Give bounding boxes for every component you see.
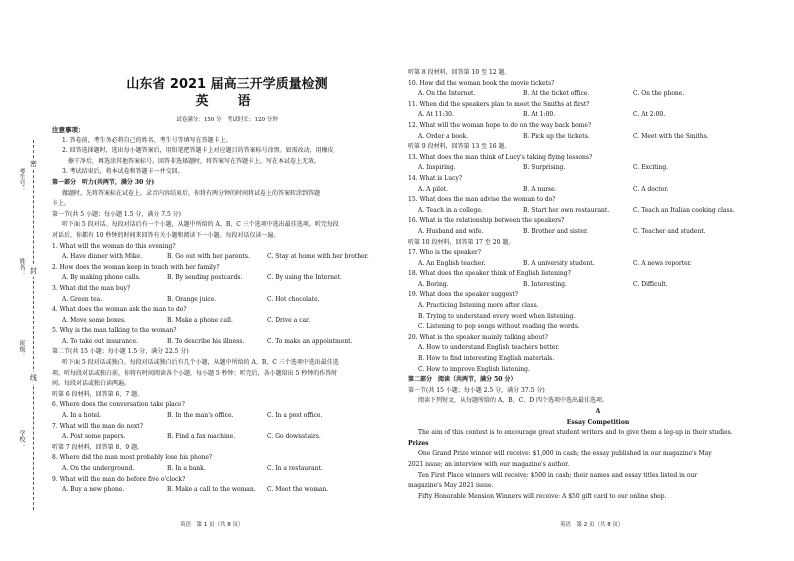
options bbox=[408, 185, 788, 196]
exam-title: 山东省 2021 届高三开学质量检测 bbox=[126, 77, 328, 92]
option: C. Stay at home with her brother. bbox=[267, 253, 369, 261]
option: B. By sending postcards. bbox=[167, 274, 243, 282]
exam-meta: 试卷满分：150 分 考试时长：120 分钟 bbox=[176, 117, 278, 123]
option: A. Green tea. bbox=[62, 295, 103, 303]
material-heading: 听第 6 段材料，回答第 6、7 题。 bbox=[52, 390, 144, 398]
option: B. Pick up the tickets. bbox=[523, 132, 590, 140]
option: B. Make a call to the woman. bbox=[167, 486, 256, 494]
option: B. A university student. bbox=[523, 259, 595, 267]
option: B. Interesting. bbox=[523, 280, 567, 288]
passage-letter: A bbox=[595, 408, 601, 415]
options bbox=[408, 110, 788, 121]
note-line: 1. 答卷前，考生务必将自己的姓名、考生号等填写在答题卡上。 bbox=[62, 136, 232, 144]
option: B. To describe his illness. bbox=[167, 337, 245, 345]
option: C. A news reporter. bbox=[633, 259, 692, 267]
material-heading: 听第 10 段材料，回答第 17 至 20 题。 bbox=[408, 238, 515, 246]
option: C. Meet the woman. bbox=[267, 486, 329, 494]
material-heading: 听第 8 段材料，回答第 10 至 12 题。 bbox=[408, 69, 511, 76]
option: B. Go out with her parents. bbox=[167, 253, 250, 261]
page-2-column bbox=[408, 68, 788, 502]
question: 9. What will the man do before five o'clock? bbox=[52, 475, 186, 483]
option: C. Teach an Italian cooking class. bbox=[633, 206, 735, 214]
option: A. At 11:30. bbox=[418, 111, 454, 119]
option: B. How to find interesting English materials. bbox=[418, 355, 555, 363]
option: C. In a restaurant. bbox=[267, 465, 323, 472]
option: A. Order a book. bbox=[418, 132, 469, 140]
passage-paragraph: Ten First Place winners will receive: $500 in cash; their names and essay titles listed in our bbox=[418, 471, 698, 479]
option: C. Exciting. bbox=[633, 164, 669, 172]
option: C. Difficult. bbox=[633, 280, 668, 288]
binding-mark-seal: 密 bbox=[30, 160, 37, 168]
options bbox=[408, 259, 788, 270]
options bbox=[52, 316, 402, 327]
binding-dashed-line bbox=[33, 140, 34, 510]
option: B. A nurse. bbox=[523, 185, 557, 193]
question-group-1-5 bbox=[52, 242, 402, 348]
option: C. Hot chocolate. bbox=[267, 295, 320, 303]
option: C. Go downstairs. bbox=[267, 433, 321, 441]
question: 7. What will the man do next? bbox=[52, 422, 143, 430]
section-1-heading: 第一节(共 5 小题；每小题 1.5 分，满分 7.5 分) bbox=[52, 210, 182, 218]
option: B. Trying to understand every word when listening. bbox=[418, 312, 576, 320]
options bbox=[408, 89, 788, 100]
option: C. At 2:00. bbox=[633, 111, 666, 119]
option: A. An English teacher. bbox=[418, 259, 486, 267]
page-1-column bbox=[52, 0, 402, 496]
section-2-heading: 第二节(共 15 小题；每小题 1.5 分，满分 22.5 分) bbox=[52, 348, 189, 356]
binding-mark-close: 封 bbox=[30, 267, 37, 275]
option: A. By making phone calls. bbox=[62, 274, 141, 282]
option: B. Brother and sister. bbox=[523, 227, 589, 235]
section-1-instruction: 听下面 5 段对话。每段对话后有一个小题，从题中所给的 A、B、C 三个选项中选出最佳选项。听完每段 bbox=[62, 221, 339, 229]
option: A. On the underground. bbox=[62, 465, 135, 472]
option: B. In the man's office. bbox=[167, 412, 234, 420]
option: A. To take out insurance. bbox=[62, 337, 138, 345]
option: A. Inspiring. bbox=[418, 164, 456, 172]
section-1-instruction: 对话后，你都有 10 秒钟的时间来回答有关小题和阅读下一小题。每段对话仅读一遍。 bbox=[52, 231, 280, 239]
options bbox=[52, 337, 402, 348]
question: 3. What did the man buy? bbox=[52, 284, 131, 292]
passage-paragraph: magazine's May 2021 issue. bbox=[408, 482, 494, 490]
option: B. Orange juice. bbox=[167, 295, 217, 303]
option: B. Make a phone call. bbox=[167, 316, 233, 324]
option: B. Find a fax machine. bbox=[167, 433, 236, 441]
question: 13. What does the man think of Lucy's taking flying lessons? bbox=[408, 153, 593, 161]
option: C. How to improve English listening. bbox=[418, 365, 530, 373]
passage-paragraph: 2021 issue; an interview with our magazine's author. bbox=[408, 460, 570, 468]
part-2-instruction: 阅读下列短文，从每题所给的 A、B、C、D 四个选项中选出最佳选项。 bbox=[418, 397, 608, 405]
options bbox=[52, 295, 402, 306]
binding-margin bbox=[0, 0, 48, 561]
question: 16. What is the relationship between the speakers? bbox=[408, 217, 565, 225]
options bbox=[52, 252, 402, 263]
question: 14. What is Lucy? bbox=[408, 174, 463, 182]
part-1-instruction: 做题时，先将答案标在试卷上。录音内容结束后，你将有两分钟的时间将试卷上的答案转涂到答题 bbox=[62, 189, 321, 197]
question: 17. Who is the speaker? bbox=[408, 249, 481, 257]
options bbox=[408, 206, 788, 217]
option: C. Drive a car. bbox=[267, 316, 311, 324]
option: C. To make an appointment. bbox=[267, 337, 353, 345]
binding-label-name: 姓名： bbox=[18, 258, 25, 276]
notes-heading: 注意事项： bbox=[52, 126, 85, 134]
question: 18. What does the speaker think of English listening? bbox=[408, 270, 571, 278]
question: 19. What does the speaker suggest? bbox=[408, 291, 518, 299]
option: A. How to understand English teachers better. bbox=[418, 344, 560, 352]
question: 4. What does the woman ask the man to do? bbox=[52, 306, 187, 314]
option: B. Surprising. bbox=[523, 164, 566, 172]
section-2-instruction: 项。听每段对话或独白前，你将有时间阅读各个小题，每小题 5 秒钟；听完后，各小题给出 5 秒钟的作答时 bbox=[52, 369, 338, 377]
option: A. Move some boxes. bbox=[62, 316, 126, 324]
page-1-footer: 英语 第 1 页（共 8 页） bbox=[180, 522, 244, 528]
option: C. Teacher and student. bbox=[633, 227, 706, 235]
question: 2. How does the woman keep in touch with her family? bbox=[52, 263, 220, 271]
options bbox=[408, 280, 788, 291]
passage-paragraph: Fifty Honorable Mension Winners will receive: A $50 gift card to our online shop. bbox=[418, 492, 667, 500]
material-heading: 听第 7 段材料，回答第 8、9 题。 bbox=[52, 443, 144, 451]
option: B. In a bank. bbox=[167, 465, 206, 472]
options bbox=[52, 411, 402, 422]
question: 8. Where did the man most probably lose his phone? bbox=[52, 454, 213, 462]
option: B. At 1:00. bbox=[523, 111, 556, 119]
option: A. Boring. bbox=[418, 280, 449, 288]
option: A. Teach in a college. bbox=[418, 206, 483, 214]
option: C. Listening to pop songs without reading the words. bbox=[418, 323, 580, 331]
binding-mark-line: 线 bbox=[30, 374, 37, 382]
question: 10. How did the woman book the movie tickets? bbox=[408, 79, 555, 87]
question: 1. What will the woman do this evening? bbox=[52, 242, 176, 250]
page-2-footer: 英语 第 2 页（共 8 页） bbox=[560, 522, 624, 528]
binding-label-school: 学校： bbox=[18, 430, 25, 448]
option: B. Start her own restaurant. bbox=[523, 206, 610, 214]
option: B. At the ticket office. bbox=[523, 90, 590, 98]
options bbox=[52, 432, 402, 443]
options bbox=[408, 132, 788, 143]
options bbox=[408, 227, 788, 238]
prizes-heading: Prizes bbox=[408, 439, 429, 447]
question: 20. What is the speaker mainly talking about? bbox=[408, 333, 548, 341]
option: A. In a hotel. bbox=[62, 412, 102, 420]
option: C. Meet with the Smiths. bbox=[633, 132, 709, 140]
note-line: 擦干净后，再选涂其他答案标号。回答非选择题时，将答案写在答题卡上，写在本试卷上无效。 bbox=[68, 157, 321, 165]
essay-title: Essay Competition bbox=[566, 418, 630, 426]
question: 11. When did the speakers plan to meet the Smiths at first? bbox=[408, 100, 590, 108]
question: 12. What will the woman hope to do on the way back home? bbox=[408, 121, 592, 129]
question: 6. Where does the conversation take place? bbox=[52, 401, 185, 409]
option: A. Husband and wife. bbox=[418, 227, 484, 235]
part-1-instruction: 卡上。 bbox=[52, 200, 71, 208]
binding-label-student-id: 考生号： bbox=[18, 168, 25, 192]
options bbox=[408, 163, 788, 174]
option: C. By using the Internet. bbox=[267, 274, 342, 282]
option: C. A doctor. bbox=[633, 185, 669, 193]
option: A. Practicing listening more after class. bbox=[418, 302, 539, 310]
options bbox=[52, 273, 402, 284]
part-2-section-1-heading: 第一节(共 15 小题；每小题 2.5 分，满分 37.5 分) bbox=[408, 386, 545, 394]
option: C. In a post office. bbox=[267, 412, 323, 420]
binding-label-class: 班级： bbox=[18, 340, 25, 358]
passage-paragraph: The aim of this contest is to encourage great student writers and to give them a leg-up in their studies. bbox=[418, 429, 733, 437]
options bbox=[52, 485, 402, 496]
option: A. A pilot. bbox=[418, 185, 448, 193]
note-line: 3. 考试结束后，将本试卷和答题卡一并交回。 bbox=[62, 168, 184, 176]
options bbox=[52, 464, 402, 475]
option: A. On the Internet. bbox=[418, 90, 476, 98]
question: 5. Why is the man talking to the woman? bbox=[52, 327, 177, 335]
question: 15. What does the man advise the woman to do? bbox=[408, 196, 556, 204]
note-line: 2. 回答选择题时，选出每小题答案后，用铅笔把答题卡上对应题目的答案标号涂黑。如需改动，用橡皮 bbox=[62, 147, 334, 155]
option: C. On the phone. bbox=[633, 90, 685, 98]
passage-paragraph: One Grand Prize winner will receive: $1,000 in cash; the essay published in our magazine's May bbox=[418, 450, 712, 458]
part-1-heading: 第一部分 听力(共两节，满分 30 分) bbox=[52, 178, 155, 186]
option: A. Have dinner with Mike. bbox=[62, 253, 143, 261]
section-2-instruction: 间。每段对话或独白读两遍。 bbox=[52, 380, 131, 388]
section-2-instruction: 听下面 5 段对话或独白。每段对话或独白后有几个小题，从题中所给的 A、B、C 三个选项中选出最佳选 bbox=[62, 359, 339, 367]
exam-subject: 英 语 bbox=[195, 94, 259, 109]
option: A. Post some papers. bbox=[62, 433, 126, 441]
part-2-heading: 第二部分 阅读（共两节，满分 50 分） bbox=[408, 376, 517, 384]
material-heading: 听第 9 段材料，回答第 13 至 16 题。 bbox=[408, 143, 511, 151]
option: A. Buy a new phone. bbox=[62, 486, 125, 494]
